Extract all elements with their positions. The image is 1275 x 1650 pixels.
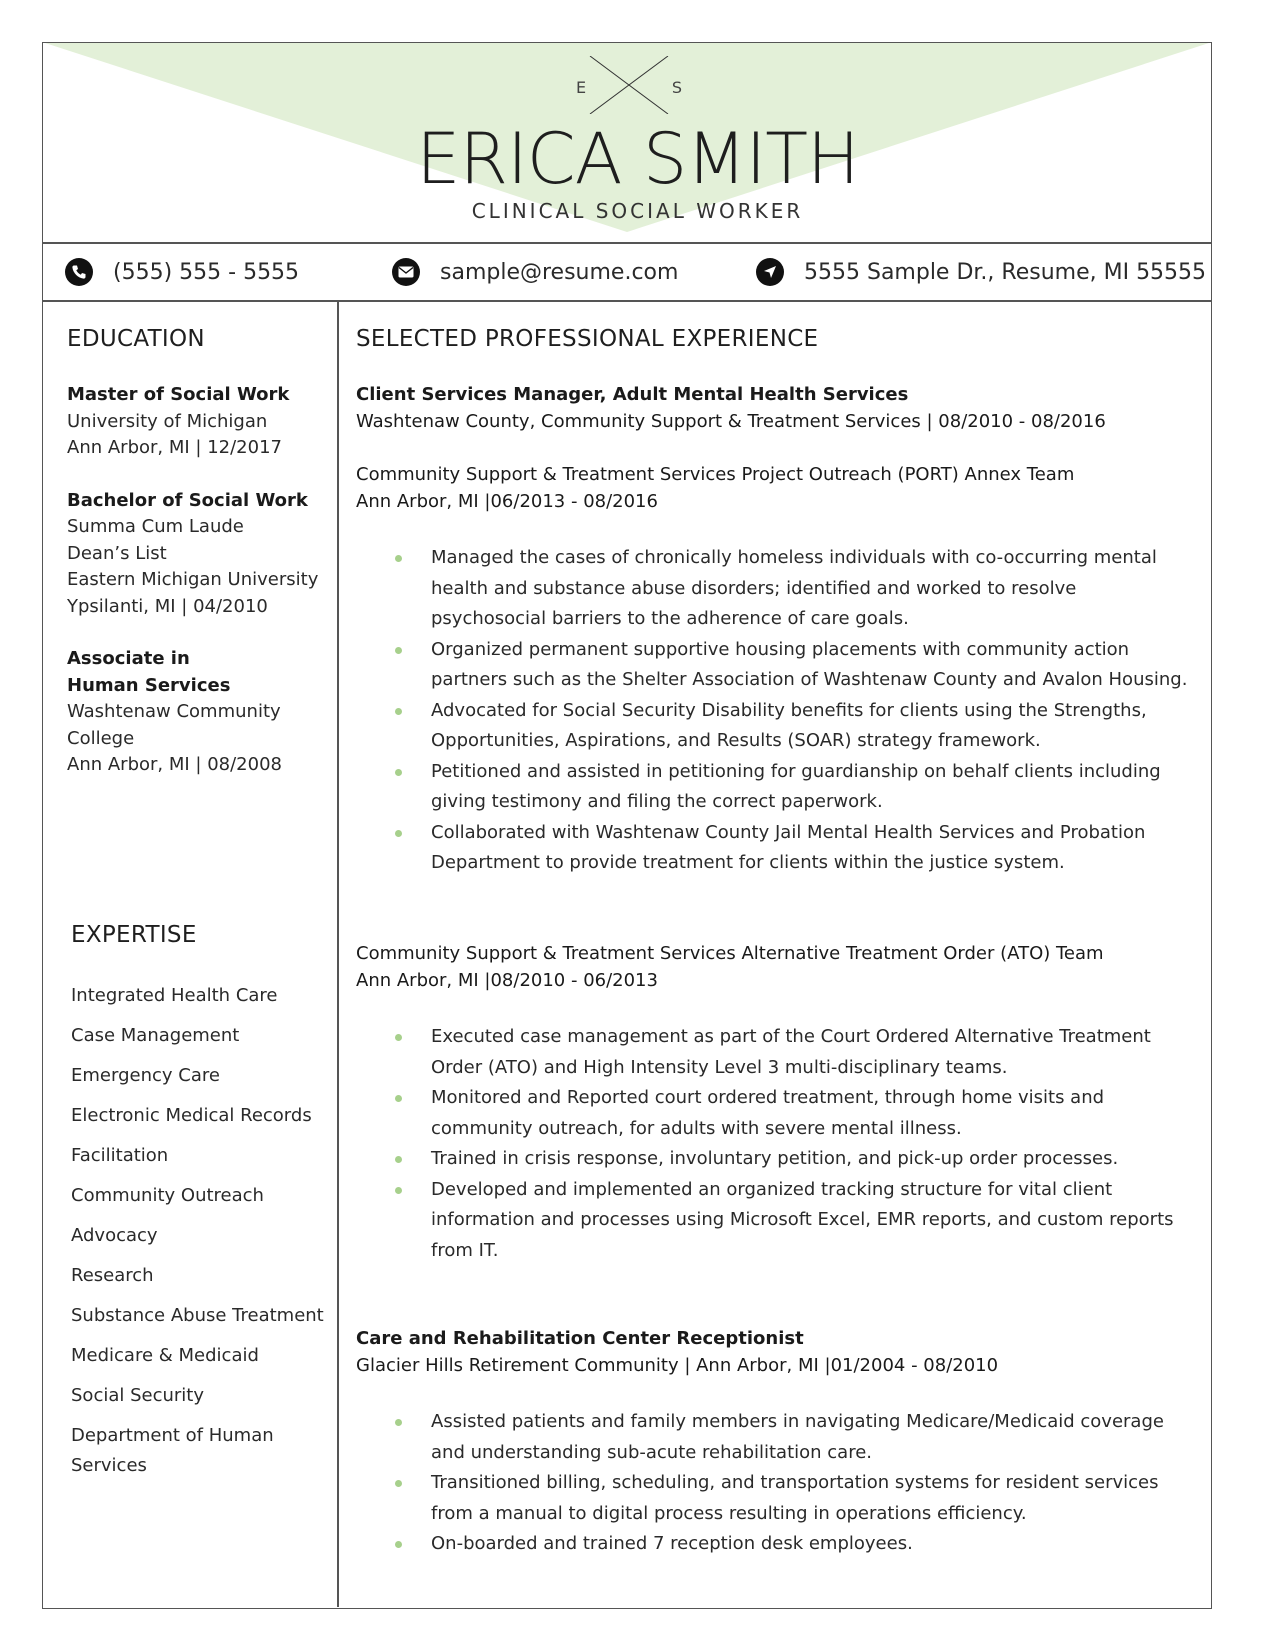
address-text: 5555 Sample Dr., Resume, MI 55555: [804, 259, 1207, 285]
education-item: [67, 646, 332, 779]
education-item: [67, 382, 332, 462]
email-icon: [392, 258, 420, 286]
education-heading: EDUCATION: [67, 326, 205, 352]
list-item: Petitioned and assisted in petitioning for guardianship on behalf clients including giving testimony and filing the correct paperwork.: [395, 757, 1195, 818]
expertise-item: Emergency Care: [71, 1065, 220, 1086]
list-item: On-boarded and trained 7 reception desk employees.: [395, 1529, 1195, 1560]
contact-email: [392, 258, 678, 286]
monogram-left: E: [576, 78, 587, 97]
list-item: Managed the cases of chronically homeless individuals with co-occurring mental health and substance abuse disorders; identified and worked to resolve psychosocial barriers to the adherence of care goals.: [395, 543, 1195, 635]
education-list: [67, 382, 332, 805]
list-item: Transitioned billing, scheduling, and transportation systems for resident services from a manual to digital process resulting in operations efficiency.: [395, 1468, 1195, 1529]
experience-heading: SELECTED PROFESSIONAL EXPERIENCE: [356, 326, 819, 352]
expertise-item: Advocacy: [71, 1225, 158, 1246]
column-divider: [337, 302, 339, 1607]
email-text[interactable]: sample@resume.com: [440, 259, 679, 285]
team-location: Ann Arbor, MI |06/2013 - 08/2016: [356, 490, 658, 512]
education-item: [67, 488, 332, 621]
team-name: Community Support & Treatment Services Project Outreach (PORT) Annex Team: [356, 464, 1075, 485]
job-title: Care and Rehabilitation Center Receptionist: [356, 1328, 804, 1349]
expertise-item: Facilitation: [71, 1145, 169, 1166]
degree-title: Master of Social Work: [67, 384, 290, 405]
contact-bottom-divider: [42, 300, 1212, 302]
degree-title: Associate in Human Services: [67, 648, 231, 696]
bullet-list: [395, 1407, 1195, 1560]
job-org: Glacier Hills Retirement Community | Ann Arbor, MI |01/2004 - 08/2010: [356, 1354, 999, 1376]
expertise-item: Integrated Health Care: [71, 985, 278, 1006]
monogram: [576, 56, 682, 114]
education-line: Eastern Michigan University: [67, 569, 319, 590]
job-title: Client Services Manager, Adult Mental Health Services: [356, 384, 909, 405]
expertise-item: Electronic Medical Records: [71, 1105, 312, 1126]
expertise-item: Research: [71, 1265, 154, 1286]
education-line: Ypsilanti, MI | 04/2010: [67, 595, 268, 617]
contact-address: [756, 258, 1206, 286]
contact-top-divider: [42, 242, 1212, 244]
bullet-list: [395, 1022, 1195, 1266]
team-block: [356, 941, 1196, 994]
list-item: Collaborated with Washtenaw County Jail Mental Health Services and Probation Department to provide treatment for clients within the justice system.: [395, 818, 1195, 879]
education-line: University of Michigan: [67, 410, 268, 432]
team-location: Ann Arbor, MI |08/2010 - 06/2013: [356, 969, 658, 991]
expertise-item: Social Security: [71, 1385, 205, 1406]
list-item: Monitored and Reported court ordered treatment, through home visits and community outreach, for adults with severe mental illness.: [395, 1083, 1195, 1144]
location-icon: [756, 258, 784, 286]
expertise-item: Community Outreach: [71, 1185, 264, 1206]
education-line: Washtenaw Community College: [67, 701, 281, 749]
job-block: [356, 1326, 1196, 1379]
education-line: Ann Arbor, MI | 12/2017: [67, 437, 282, 458]
resume-name: ERICA SMITH: [416, 118, 859, 200]
phone-text[interactable]: (555) 555 - 5555: [113, 259, 300, 285]
monogram-cross-icon: [576, 56, 682, 114]
list-item: Trained in crisis response, involuntary petition, and pick-up order processes.: [395, 1144, 1195, 1175]
resume-title: CLINICAL SOCIAL WORKER: [471, 199, 804, 223]
job-block: [356, 382, 1196, 435]
education-honor: Dean’s List: [67, 542, 167, 564]
contact-phone: [65, 258, 299, 286]
phone-icon: [65, 258, 93, 286]
expertise-item: Department of Human Services: [71, 1425, 274, 1476]
expertise-list: [71, 981, 336, 1491]
expertise-item: Medicare & Medicaid: [71, 1345, 259, 1366]
expertise-heading: EXPERTISE: [71, 922, 197, 948]
bullet-list: [395, 543, 1195, 879]
list-item: Assisted patients and family members in navigating Medicare/Medicaid coverage and understanding sub-acute rehabilitation care.: [395, 1407, 1195, 1468]
list-item: Developed and implemented an organized tracking structure for vital client information and processes using Microsoft Excel, EMR reports, and custom reports from IT.: [395, 1175, 1195, 1267]
monogram-right: S: [671, 78, 682, 97]
list-item: Organized permanent supportive housing placements with community action partners such as the Shelter Association of Washtenaw County and Avalon Housing.: [395, 635, 1195, 696]
expertise-item: Substance Abuse Treatment: [71, 1305, 324, 1326]
team-block: [356, 462, 1196, 515]
education-honor: Summa Cum Laude: [67, 516, 244, 537]
list-item: Advocated for Social Security Disability benefits for clients using the Strengths, Opportunities, Aspirations, and Results (SOAR) strategy framework.: [395, 696, 1195, 757]
job-org: Washtenaw County, Community Support & Treatment Services | 08/2010 - 08/2016: [356, 410, 1106, 432]
expertise-item: Case Management: [71, 1025, 240, 1046]
team-name: Community Support & Treatment Services Alternative Treatment Order (ATO) Team: [356, 943, 1104, 964]
education-line: Ann Arbor, MI | 08/2008: [67, 754, 282, 775]
list-item: Executed case management as part of the Court Ordered Alternative Treatment Order (ATO) and High Intensity Level 3 multi-disciplinary teams.: [395, 1022, 1195, 1083]
degree-title: Bachelor of Social Work: [67, 489, 308, 511]
